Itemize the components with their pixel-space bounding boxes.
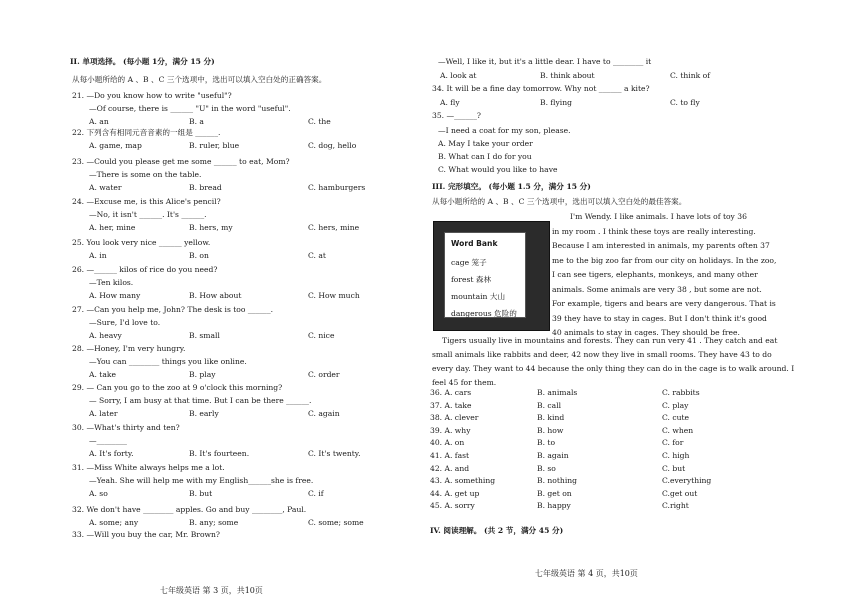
- question-line: 30. —What's thirty and ten?: [72, 423, 180, 432]
- answer-option: A. so: [89, 489, 108, 498]
- passage-line: I can see tigers, elephants, monkeys, and many other: [552, 270, 758, 279]
- cloze-option: C.right: [662, 501, 689, 511]
- cloze-option: 41. A. fast: [430, 451, 470, 460]
- question-line: —Ten kilos.: [89, 278, 134, 287]
- answer-option: C. hers, mine: [308, 223, 360, 232]
- answer-option: C. some; some: [308, 518, 364, 527]
- answer-option: A. heavy: [89, 331, 122, 340]
- question-line: 21. —Do you know how to write "useful"?: [72, 91, 232, 100]
- cloze-option: B. so: [537, 463, 556, 473]
- answer-option: A. her, mine: [89, 223, 136, 232]
- question-line: 23. —Could you please get me some ______ to eat, Mom?: [72, 157, 290, 166]
- passage-line: For example, tigers and bears are very dangerous. That is: [552, 299, 776, 308]
- answer-option: C. if: [308, 489, 324, 498]
- right-page-footer: 七年级英语 第 4 页，共10页: [535, 569, 638, 578]
- answer-option: B. play: [189, 370, 216, 379]
- answer-option: A. later: [89, 409, 118, 418]
- word-bank-item: forest 森林: [451, 275, 492, 284]
- cloze-option: 44. A. get up: [430, 488, 480, 498]
- answer-option: B. hers, my: [189, 223, 233, 232]
- passage-line: every day. They want to 44 because the only thing they can do in the cage is to walk around. I: [432, 364, 795, 373]
- answer-option: C. How much: [308, 291, 360, 300]
- answer-option: B. on: [189, 251, 209, 260]
- answer-option: B. early: [189, 409, 219, 418]
- word-bank-title: Word Bank: [451, 239, 498, 248]
- cloze-option: 40. A. on: [430, 438, 465, 448]
- passage-line: 39 they have to stay in cages. But I don't think it's good: [552, 313, 767, 323]
- answer-option: B. ruler, blue: [189, 141, 240, 150]
- question-line: 25. You look very nice ______ yellow.: [72, 238, 211, 247]
- answer-option: A. in: [89, 251, 107, 260]
- question-line: — Sorry, I am busy at that time. But I can be there ______.: [89, 396, 312, 405]
- passage-line: Because I am interested in animals, my parents often 37: [552, 241, 770, 250]
- question-line: 31. —Miss White always helps me a lot.: [72, 463, 225, 472]
- cloze-option: 37. A. take: [430, 400, 472, 410]
- answer-option: A. It's forty.: [89, 449, 134, 458]
- answer-option: C. It's twenty.: [308, 449, 361, 458]
- cloze-option: B. call: [537, 400, 562, 410]
- passage-line: Tigers usually live in mountains and forests. They can run very 41 . They catch and eat: [442, 336, 778, 345]
- cloze-option: 43. A. something: [430, 476, 496, 486]
- answer-option: A. some; any: [89, 518, 139, 527]
- question-line: 32. We don't have ________ apples. Go and buy ________, Paul.: [72, 505, 307, 514]
- cloze-option: 38. A. clever: [430, 413, 479, 423]
- question-line: —Yeah. She will help me with my English______she is free.: [89, 476, 314, 485]
- cloze-option: C. cute: [662, 413, 690, 423]
- answer-option: C. hamburgers: [308, 183, 366, 192]
- answer-option: A. an: [89, 117, 109, 126]
- question-line: —Well, I like it, but it's a little dear. I have to ________ it: [438, 57, 652, 66]
- answer-option: C. think of: [670, 71, 711, 80]
- cloze-option: B. how: [537, 425, 564, 435]
- answer-option: A. water: [89, 183, 122, 192]
- section-instruction: 从每小题所给的 A 、B 、C 三个选项中，选出可以填入空白处的最佳答案。: [432, 197, 687, 206]
- answer-option: A. look at: [440, 71, 477, 80]
- cloze-option: 45. A. sorry: [430, 501, 475, 511]
- answer-option: A. take: [89, 370, 116, 379]
- section-title: III. 完形填空。 (每小题 1.5 分，满分 15 分): [432, 182, 591, 191]
- answer-option: C. again: [308, 409, 340, 418]
- cloze-option: 39. A. why: [430, 425, 471, 435]
- answer-option: B. small: [189, 331, 220, 340]
- cloze-option: B. nothing: [537, 476, 577, 486]
- cloze-option: B. animals: [537, 388, 578, 397]
- passage-line: small animals like rabbits and deer, 42 now they live in small rooms. They have 43 to do: [432, 350, 772, 359]
- question-line: 22. 下列含有相同元音音素的一组是 ______.: [72, 128, 221, 137]
- cloze-option: 42. A. and: [430, 463, 470, 473]
- cloze-option: C.everything: [662, 476, 712, 486]
- section-title: IV. 阅读理解。 (共 2 节，满分 45 分): [430, 526, 564, 535]
- cloze-option: C. rabbits: [662, 388, 700, 397]
- section-instruction: 从每小题所给的 A 、B 、C 三个选项中，选出可以填入空白处的正确答案。: [72, 75, 327, 84]
- answer-option: C. at: [308, 251, 326, 260]
- cloze-option: C.get out: [662, 488, 698, 498]
- question-line: —________: [89, 436, 127, 445]
- question-line: 24. —Excuse me, is this Alice's pencil?: [72, 197, 221, 206]
- passage-line: 40 animals to stay in cages. They should be free.: [552, 328, 740, 337]
- answer-option: B. bread: [189, 183, 222, 192]
- word-bank-box: [433, 221, 550, 331]
- section-title: II. 单项选择。 (每小题 1分，满分 15 分): [70, 57, 215, 66]
- left-page-footer: 七年级英语 第 3 页，共10页: [160, 586, 263, 595]
- answer-option: C. dog, hello: [308, 141, 357, 150]
- cloze-option: C. but: [662, 463, 686, 473]
- answer-option: B. think about: [540, 71, 595, 80]
- question-line: —I need a coat for my son, please.: [438, 126, 571, 135]
- question-line: 35. —______?: [432, 111, 481, 120]
- question-line: 28. —Honey, I'm very hungry.: [72, 344, 186, 353]
- cloze-option: C. when: [662, 425, 694, 435]
- answer-option: A. How many: [89, 291, 141, 300]
- question-line: —Sure, I'd love to.: [89, 318, 161, 327]
- passage-line: I'm Wendy. I like animals. I have lots of toy 36: [570, 212, 747, 221]
- cloze-option: 36. A. cars: [430, 388, 472, 397]
- answer-option: A. May I take your order: [438, 139, 533, 148]
- answer-option: B. any; some: [189, 518, 239, 527]
- answer-option: A. fly: [440, 98, 460, 107]
- question-line: 33. —Will you buy the car, Mr. Brown?: [72, 530, 220, 539]
- passage-line: animals. Some animals are very 38 , but some are not.: [552, 284, 762, 294]
- question-line: —There is some on the table.: [89, 170, 202, 179]
- question-line: 27. —Can you help me, John? The desk is too ______.: [72, 305, 274, 314]
- answer-option: C. the: [308, 117, 331, 126]
- passage-line: me to the big zoo far from our city on holidays. In the zoo,: [552, 255, 777, 265]
- question-line: —No, it isn't ______. It's ______.: [89, 210, 207, 219]
- answer-option: A. game, map: [89, 141, 142, 150]
- answer-option: B. but: [189, 489, 213, 498]
- answer-option: B. What can I do for you: [438, 152, 532, 161]
- question-line: 29. — Can you go to the zoo at 9 o'clock this morning?: [72, 383, 283, 392]
- question-line: 26. —______ kilos of rice do you need?: [72, 265, 218, 274]
- word-bank-item: mountain 大山: [451, 292, 506, 301]
- answer-option: B. It's fourteen.: [189, 449, 250, 458]
- answer-option: B. How about: [189, 291, 242, 300]
- cloze-option: C. for: [662, 438, 684, 448]
- cloze-option: B. happy: [537, 501, 571, 511]
- question-line: —You can ________ things you like online.: [89, 357, 247, 366]
- answer-option: C. order: [308, 370, 340, 379]
- word-bank-card: [444, 232, 526, 318]
- passage-line: feel 45 for them.: [432, 378, 497, 387]
- question-line: —Of course, there is ______ "U" in the word "useful".: [89, 104, 291, 113]
- word-bank-item: cage 笼子: [451, 258, 487, 267]
- passage-line: in my room . I think these toys are really interesting.: [552, 226, 756, 236]
- cloze-option: B. again: [537, 451, 569, 460]
- answer-option: C. nice: [308, 331, 335, 340]
- cloze-option: B. get on: [537, 488, 572, 498]
- answer-option: C. to fly: [670, 98, 700, 107]
- cloze-option: C. play: [662, 400, 689, 410]
- word-bank-item: dangerous 危险的: [451, 309, 517, 318]
- cloze-option: B. to: [537, 438, 556, 448]
- answer-option: B. a: [189, 117, 204, 126]
- cloze-option: C. high: [662, 451, 690, 460]
- answer-option: B. flying: [540, 98, 572, 107]
- answer-option: C. What would you like to have: [438, 165, 558, 174]
- cloze-option: B. kind: [537, 413, 565, 423]
- question-line: 34. It will be a fine day tomorrow. Why not ______ a kite?: [432, 84, 650, 93]
